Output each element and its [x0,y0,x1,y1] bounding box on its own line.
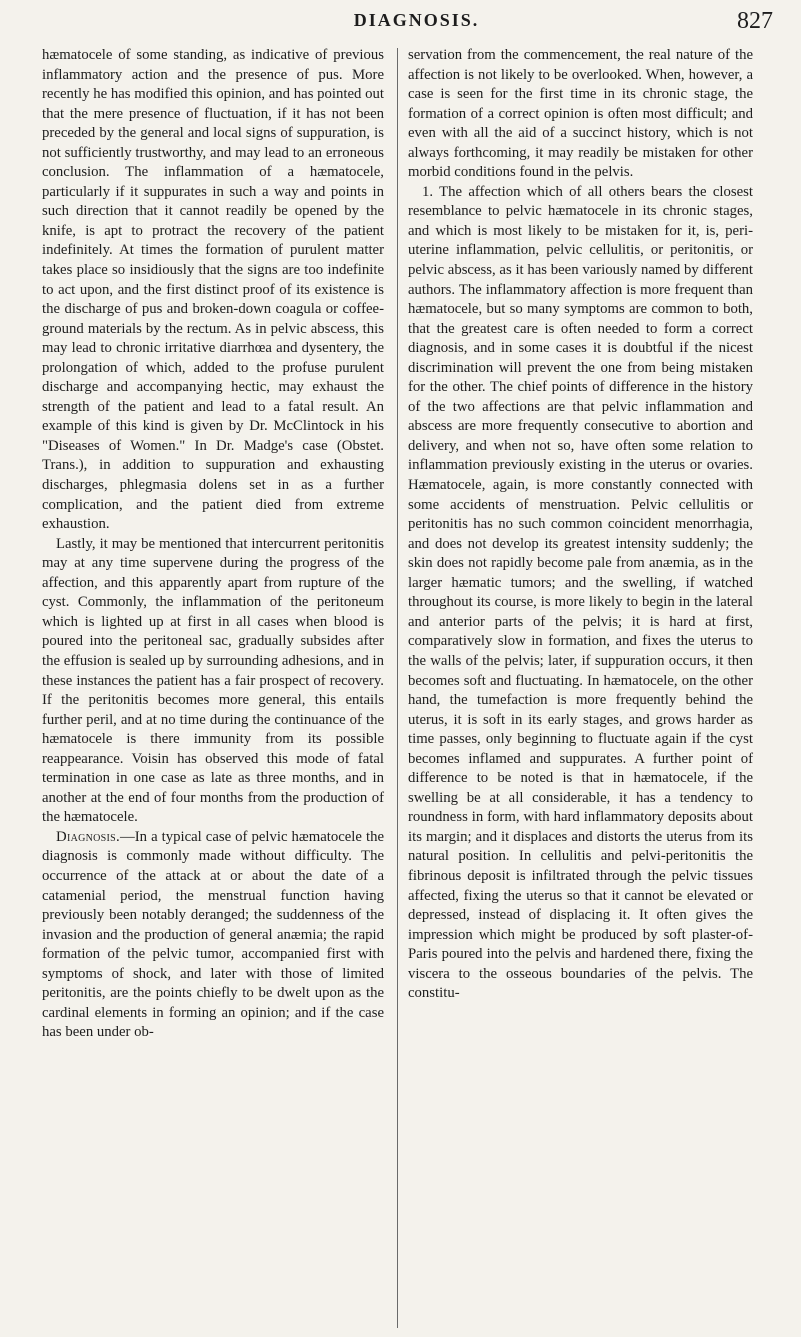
diagnosis-heading: Diagnosis. [56,828,121,845]
paragraph-hematocele-inflammation: hæmatocele of some standing, as indicative of previous inflammatory action and the presence of pus. More recently he has modified this opinion, and has pointed out that the mere presence of fluctuation, if it has not been preceded by the general and local signs of suppuration, is not sufficiently trustworthy, and may lead to an erroneous conclusion. The inflammation of a hæmatocele, particularly if it suppurates in such a way and points in such direction that it cannot readily be opened by the knife, is apt to protract the recovery of the patient indefinitely. At times the formation of purulent matter takes place so insidiously that the signs are too indefinite to act upon, and the first distinct proof of its existence is the discharge of pus and broken-down coagula or coffee-ground materials by the rectum. As in pelvic abscess, this may lead to chronic irritative diarrhœa and dysentery, the prolongation of which, added to the profuse purulent discharge and accompanying hectic, may exhaust the strength of the patient and lead to a fatal result. An example of this kind is given by Dr. McClintock in his "Diseases of Women." In Dr. Madge's case (Obstet. Trans.), in addition to suppuration and exhausting discharges, phlegmasia dolens set in as a further complication, and the patient died from extreme exhaustion. [42,47,384,533]
page-number: 827 [737,8,773,34]
paragraph-differential-diagnosis: 1. The affection which of all others bears the closest resemblance to pelvic hæmatocele in its chronic stages, and which is most likely to be mistaken for it, is, peri-uterine inflammation, pelvic cellulitis, or peritonitis, or pelvic abscess, as it has been variously named by different authors. The inflammatory affection is more frequent than hæmatocele, but so many symptoms are common to both, that the greatest care is often needed to form a correct diagnosis, and in some cases it is doubtful if the nicest discrimination will prevent the one from being mistaken for the other. The chief points of difference in the history of the two affections are that pelvic inflammation and abscess are more frequently consecutive to abortion and delivery, and when not so, have often some relation to inflammation previously existing in the uterus or ovaries. Hæmatocele, again, is more constantly connected with some accidents of menstruation. Pelvic cellulitis or peritonitis has no such common coincident menorrhagia, and does not develop its greatest intensity suddenly; the skin does not rapidly become pale from anæmia, as in the larger hæmatic tumors; and the swelling, if watched throughout its course, is more likely to begin in the lateral and anterior parts of the pelvis; it is hard at first, comparatively slow in formation, and fixes the uterus to the walls of the pelvis; later, if suppuration occurs, it then becomes soft and fluctuating. In hæmatocele, on the other hand, the tumefaction is more frequently behind the uterus, it is soft in its early stages, and grows harder as time passes, only beginning to fluctuate again if the cyst becomes inflamed and suppurates. A further point of difference to be noted is that in hæmatocele, if the swelling be at all considerable, it has a tendency to roundness in form, with hard inflammatory deposits about its margin; and it displaces and distorts the uterus from its natural position. In cellulitis and pelvi-peritonitis the fibrinous deposit is infiltrated through the pelvic tissues affected, fixing the uterus so that it cannot be elevated or depressed, instead of displacing it. It often gives the impression which might be produced by soft plaster-of-Paris poured into the pelvis and hardened there, fixing the viscera to the osseous boundaries of the pelvis. The constitu- [408,183,753,1002]
column-divider [397,48,398,1328]
running-title: DIAGNOSIS. [353,10,480,30]
right-column [408,46,753,1004]
page-header [60,10,773,36]
left-column [42,46,384,1043]
paragraph-diagnosis [42,828,384,1043]
diagnosis-text: —In a typical case of pelvic hæmatocele the diagnosis is commonly made without difficulty. The occurrence of the attack at or about the date of a catamenial period, the menstrual function having previously been notably deranged; the suddenness of the invasion and the production of general anæmia; the rapid formation of the pelvic tumor, accompanied first with symptoms of shock, and later with those of limited peritonitis, are the points chiefly to be dwelt upon as the cardinal elements in forming an opinion; and if the case has been under ob- [42,828,384,1041]
paragraph-intercurrent-peritonitis: Lastly, it may be mentioned that intercurrent peritonitis may at any time supervene during the progress of the affection, and this apparently apart from rupture of the cyst. Commonly, the inflammation of the peritoneum which is lighted up at first in all cases when blood is poured into the peritoneal sac, gradually subsides after the effusion is sealed up by surrounding adhesions, and in these instances the patient has a fair prospect of recovery. If the peritonitis becomes more general, this entails further peril, and at no time during the continuance of the hæmatocele is there immunity from its possible reappearance. Voisin has observed this mode of fatal termination in one case as late as three months, and in another at the end of four months from the production of the hæmatocele. [42,535,384,826]
paragraph-observation: servation from the commencement, the real nature of the affection is not likely to be overlooked. When, however, a case is seen for the first time in its chronic stage, the formation of a correct opinion is often most difficult; and even with all the aid of a succinct history, which is not always forthcoming, it may readily be mistaken for other morbid conditions found in the pelvis. [408,47,753,181]
